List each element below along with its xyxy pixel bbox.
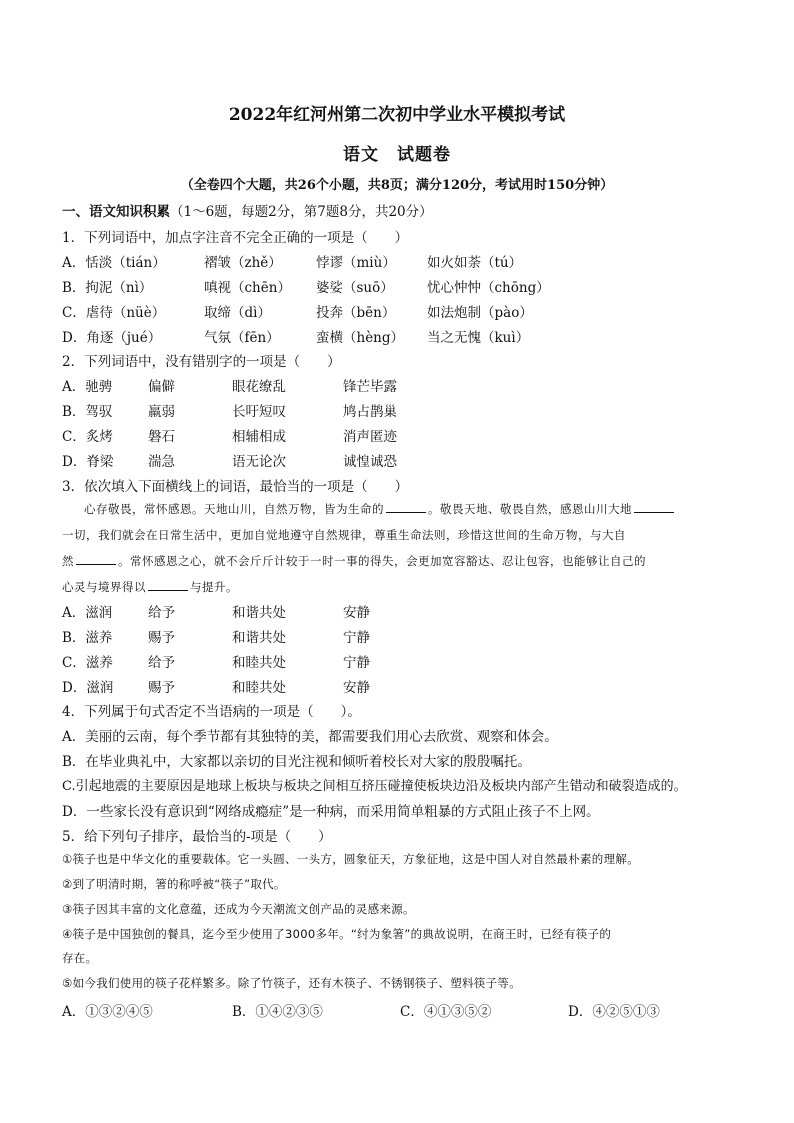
q5-sentence-2: ②到了明清时期，箸的称呼被“筷子”取代。 xyxy=(62,877,286,891)
q3-p1a: 心存敬畏，常怀感恩。天地山川，自然万物，皆为生命的 xyxy=(84,502,384,516)
q3-blank-2 xyxy=(634,500,674,513)
q3-b-3: 和谐共处 xyxy=(232,630,286,646)
q2-d-2: 湍急 xyxy=(148,454,175,470)
q3-d-1: D．滋润 xyxy=(62,680,114,696)
q2-stem: 2．下列词语中，没有错别字的一项是（ ） xyxy=(62,354,341,370)
q5-sentence-4-cont: 存在。 xyxy=(62,951,98,965)
q2-b-1: B．驾驭 xyxy=(62,404,113,420)
q2-a-1: A．驰骋 xyxy=(62,379,113,395)
q3-passage-line-2: 一切，我们就会在日常生活中，更加自觉地遵守自然规律，尊重生命法则，珍惜这世间的生命万物，与大自 xyxy=(62,528,626,542)
q4-option-c: C.引起地震的主要原因是地球上板块与板块之间相互挤压碰撞使板块边沿及板块内部产生错动和破裂造成的。 xyxy=(62,779,687,794)
q4-option-a: A．美丽的云南，每个季节都有其独特的美，都需要我们用心去欣赏、观察和体会。 xyxy=(62,729,558,745)
q1-stem: 1．下列词语中，加点字注音不完全正确的一项是（ ） xyxy=(62,230,409,246)
q2-c-3: 相辅相成 xyxy=(232,429,286,445)
q1-a-2: 褶皱（zhě） xyxy=(204,255,282,271)
q1-a-3: 悖谬（miù） xyxy=(316,255,396,271)
q3-p4a: 心灵与境界得以 xyxy=(62,580,146,594)
q3-passage xyxy=(62,496,734,600)
q2-c-2: 磐石 xyxy=(148,429,175,445)
q1-b-2: 嗔视（chēn） xyxy=(204,280,291,296)
q3-a-2: 给予 xyxy=(148,605,175,621)
q1-d-4: 当之无愧（kuì） xyxy=(427,330,530,346)
q3-passage-line-1 xyxy=(62,496,734,522)
q3-a-4: 安静 xyxy=(343,605,370,621)
q3-c-4: 宁静 xyxy=(343,655,370,671)
q5-option-b: B．①④②③⑤ xyxy=(232,1004,323,1020)
q4-option-d: D．一些家长没有意识到“网络成瘾症”是一种病，而采用简单粗暴的方式阻止孩子不上网。 xyxy=(62,804,600,820)
q2-b-2: 羸弱 xyxy=(148,404,175,420)
q2-a-4: 锋芒毕露 xyxy=(343,379,397,395)
q2-c-1: C．炙烤 xyxy=(62,429,113,445)
q3-p3a: 然 xyxy=(62,554,74,568)
q2-d-1: D．脊梁 xyxy=(62,454,114,470)
q3-p3b: 。常怀感恩之心，就不会斤斤计较于一时一事的得失，会更加宽容豁达、忍让包容，也能够让自己的 xyxy=(118,554,646,568)
exam-title: 2022年红河州第二次初中学业水平模拟考试 xyxy=(228,105,566,125)
q2-b-3: 长吁短叹 xyxy=(232,404,286,420)
q3-d-4: 安静 xyxy=(343,680,370,696)
q2-b-4: 鸠占鹊巢 xyxy=(343,404,397,420)
q2-d-3: 语无论次 xyxy=(232,454,286,470)
section-heading xyxy=(62,200,433,220)
q5-sentence-4: ④筷子是中国独创的餐具，迄今至少使用了3000多年。“纣为象箸”的典故说明，在商王时，已经有筷子的 xyxy=(62,927,612,941)
q4-option-b: B．在毕业典礼中，大家都以亲切的目光注视和倾听着校长对大家的殷殷嘱托。 xyxy=(62,754,531,770)
q1-d-2: 气氛（fēn） xyxy=(204,330,280,346)
q5-stem: 5．给下列句子排序，最恰当的-项是（ ） xyxy=(62,829,332,845)
q2-d-4: 诚惶诚恐 xyxy=(343,454,397,470)
q3-d-3: 和睦共处 xyxy=(232,680,286,696)
q3-d-2: 赐予 xyxy=(148,680,175,696)
q3-p1b: 。敬畏天地、敬畏自然，感恩山川大地 xyxy=(428,502,632,516)
q3-c-2: 给予 xyxy=(148,655,175,671)
q5-sentence-5: ⑤如今我们使用的筷子花样繁多。除了竹筷子，还有木筷子、不锈钢筷子、塑料筷子等。 xyxy=(62,976,522,990)
q3-blank-3 xyxy=(76,552,116,565)
q5-option-a: A．①③②④⑤ xyxy=(62,1004,153,1020)
q5-sentence-1: ①筷子也是中华文化的重要载体。它一头圆、一头方，圆象征天，方象征地，这是中国人对自然最朴素的理解。 xyxy=(62,852,640,866)
q3-blank-4 xyxy=(148,578,188,591)
q2-a-2: 偏僻 xyxy=(148,379,175,395)
section-heading-rest: （1～6题，每题2分，第7题8分，共20分） xyxy=(170,204,433,220)
exam-subtitle: 语文 试题卷 xyxy=(343,145,451,165)
exam-instructions: （全卷四个大题，共26个小题，共8页；满分120分，考试用时150分钟） xyxy=(180,178,614,193)
q1-c-2: 取缔（dì） xyxy=(204,305,271,321)
q1-d-1: D．角逐（jué） xyxy=(62,330,162,346)
q3-passage-line-4 xyxy=(62,574,734,600)
q1-b-3: 婆娑（suō） xyxy=(316,280,394,296)
q3-c-3: 和睦共处 xyxy=(232,655,286,671)
q5-sentence-3: ③筷子因其丰富的文化意蕴，还成为今天潮流文创产品的灵感来源。 xyxy=(62,902,415,916)
q5-option-d: D．④②⑤①③ xyxy=(568,1004,660,1020)
q5-option-c: C．④①③⑤② xyxy=(400,1004,492,1020)
q1-b-4: 忧心忡忡（chōng） xyxy=(427,280,550,296)
q3-passage-line-3 xyxy=(62,548,734,574)
q3-b-2: 赐予 xyxy=(148,630,175,646)
q1-c-3: 投奔（bēn） xyxy=(316,305,396,321)
q3-stem: 3．依次填入下面横线上的词语，最恰当的一项是（ ） xyxy=(62,479,409,495)
q3-b-4: 宁静 xyxy=(343,630,370,646)
q1-a-4: 如火如荼（tú） xyxy=(427,255,523,271)
q2-c-4: 消声匿迹 xyxy=(343,429,397,445)
q3-p4b: 与提升。 xyxy=(190,580,238,594)
q3-blank-1 xyxy=(386,500,426,513)
q3-a-1: A．滋润 xyxy=(62,605,113,621)
q1-b-1: B．拘泥（nì） xyxy=(62,280,153,296)
q3-b-1: B．滋养 xyxy=(62,630,113,646)
section-heading-bold: 一、语文知识积累 xyxy=(62,204,170,220)
q1-c-1: C．虐待（nüè） xyxy=(62,305,166,321)
q1-c-4: 如法炮制（pào） xyxy=(427,305,533,321)
q1-a-1: A．恬淡（tián） xyxy=(62,255,166,271)
q1-d-3: 蛮横（hèng） xyxy=(316,330,405,346)
q3-c-1: C．滋养 xyxy=(62,655,113,671)
q4-stem: 4．下列属于句式否定不当语病的一项是（ ）。 xyxy=(62,704,361,720)
q3-a-3: 和谐共处 xyxy=(232,605,286,621)
q2-a-3: 眼花缭乱 xyxy=(232,379,286,395)
